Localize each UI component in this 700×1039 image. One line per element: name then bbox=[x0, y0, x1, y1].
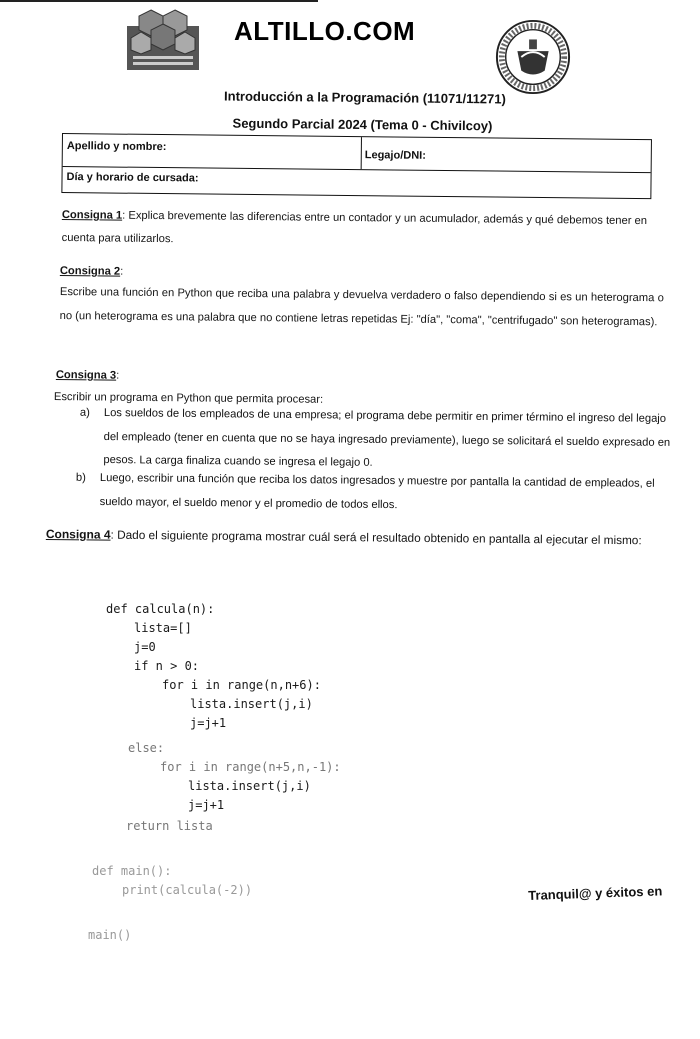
consigna-2-text: Escribe una función en Python que reciba una palabra y devuelva verdadero o falso dependiendo si es un heterograma o no (un heterograma es una palabra que no contiene letras repetidas Ej: "día", "coma", "centrifugado" son heterogramas). bbox=[59, 285, 664, 328]
item-letter: a) bbox=[79, 406, 90, 419]
consigna-3-item-b bbox=[75, 467, 690, 520]
code-line: lista=[] bbox=[134, 621, 192, 635]
brand-title: ALTILLO.COM bbox=[234, 16, 416, 46]
schedule-field-label: Día y horario de cursada: bbox=[66, 171, 199, 185]
consigna-3-heading bbox=[56, 364, 120, 388]
code-line: j=j+1 bbox=[188, 798, 225, 812]
consigna-2-label: Consigna 2 bbox=[59, 264, 121, 278]
code-line: j=j+1 bbox=[190, 716, 227, 730]
code-line: def main(): bbox=[92, 864, 172, 878]
item-letter: b) bbox=[75, 471, 86, 484]
id-field-label: Legajo/DNI: bbox=[364, 149, 426, 162]
code-line: print(calcula(-2)) bbox=[122, 883, 253, 897]
consigna-1 bbox=[62, 204, 662, 256]
university-seal-icon bbox=[494, 18, 572, 96]
consigna-3-intro: Escribir un programa en Python que permita procesar: bbox=[53, 390, 324, 406]
code-line: else: bbox=[128, 741, 165, 755]
consigna-2-colon: : bbox=[120, 265, 124, 278]
code-line: lista.insert(j,i) bbox=[190, 697, 313, 711]
code-line: for i in range(n+5,n,-1): bbox=[160, 760, 341, 774]
form-row-top bbox=[63, 134, 651, 173]
item-text: Luego, escribir una función que reciba los datos ingresados y muestre por pantalla la cantidad de empleados, el sueldo mayor, el sueldo menor y el promedio de todos ellos. bbox=[99, 471, 655, 511]
top-border-line bbox=[0, 0, 318, 2]
consigna-4-label: Consigna 4 bbox=[45, 526, 111, 542]
consigna-1-label: Consigna 1 bbox=[61, 208, 123, 222]
student-info-box bbox=[61, 133, 652, 199]
consigna-1-text: : Explica brevemente las diferencias entre un contador y un acumulador, además y qué debemos tener en cuenta para utilizarlos. bbox=[61, 209, 648, 246]
closing-message: Tranquil@ y éxitos en bbox=[528, 883, 663, 903]
consigna-3-label: Consigna 3 bbox=[55, 368, 117, 382]
code-line: j=0 bbox=[134, 640, 156, 654]
consigna-4 bbox=[46, 522, 700, 553]
exam-title: Segundo Parcial 2024 (Tema 0 - Chivilcoy) bbox=[232, 115, 493, 134]
code-line: return lista bbox=[126, 819, 213, 833]
code-line: def calcula(n): bbox=[106, 602, 215, 616]
name-field-label: Apellido y nombre: bbox=[66, 140, 167, 154]
code-line: main() bbox=[88, 928, 132, 942]
consigna-3-colon: : bbox=[116, 369, 120, 382]
faculty-logo bbox=[127, 8, 199, 70]
item-text: Los sueldos de los empleados de una empresa; el programa debe permitir en primer término el ingreso del legajo del empleado (tener en cuenta que no se haya ingresado previamente), luego se solicitará el sueldo expresado en pesos. La carga finaliza cuando se ingresa el legajo 0. bbox=[103, 406, 671, 469]
course-title: Introducción a la Programación (11071/11271) bbox=[224, 88, 506, 107]
code-line: for i in range(n,n+6): bbox=[162, 678, 321, 692]
code-line: lista.insert(j,i) bbox=[188, 779, 311, 793]
consigna-4-text: : Dado el siguiente programa mostrar cuál será el resultado obtenido en pantalla al ejecutar el mismo: bbox=[110, 527, 642, 548]
code-line: if n > 0: bbox=[134, 659, 200, 673]
